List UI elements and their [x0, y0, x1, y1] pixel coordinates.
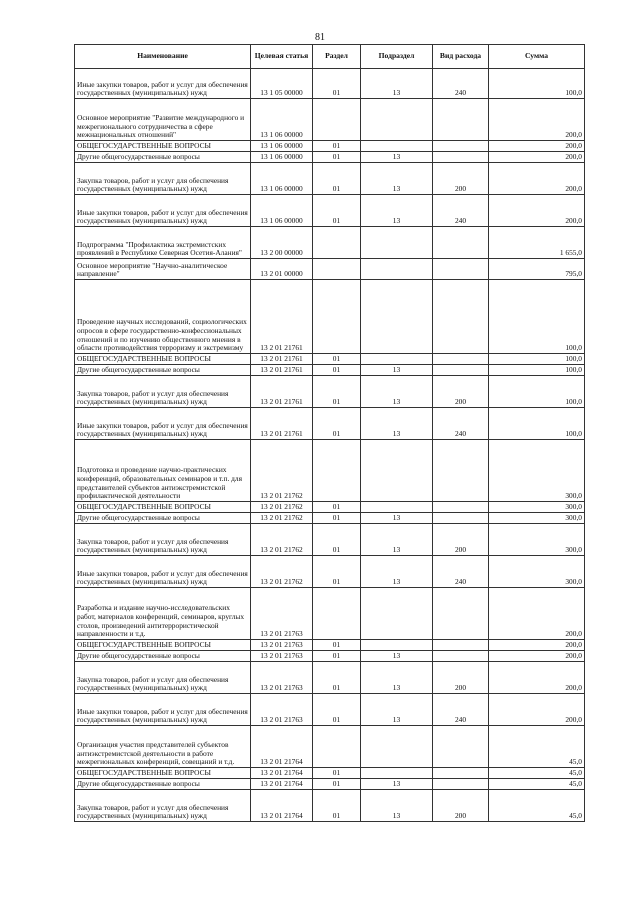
row-amount: 45,0 [489, 768, 585, 779]
table-row [75, 768, 585, 779]
row-name: ОБЩЕГОСУДАРСТВЕННЫЕ ВОПРОСЫ [75, 640, 251, 651]
row-section: 01 [313, 694, 361, 726]
row-subsection: 13 [361, 513, 433, 524]
row-name: Иные закупки товаров, работ и услуг для обеспечения государственных (муниципальных) нужд [75, 556, 251, 588]
row-subsection [361, 726, 433, 768]
header-subsection: Подраздел [361, 45, 433, 69]
row-expense-type: 200 [433, 163, 489, 195]
row-expense-type: 200 [433, 376, 489, 408]
row-target-article: 13 2 01 21762 [251, 524, 313, 556]
row-target-article: 13 2 01 21764 [251, 726, 313, 768]
row-subsection: 13 [361, 556, 433, 588]
row-section [313, 440, 361, 502]
row-section: 01 [313, 195, 361, 227]
row-section: 01 [313, 69, 361, 99]
row-subsection: 13 [361, 790, 433, 822]
row-subsection: 13 [361, 376, 433, 408]
row-target-article: 13 2 01 21762 [251, 556, 313, 588]
table-header-row [75, 45, 585, 69]
row-section: 01 [313, 768, 361, 779]
row-name: Проведение научных исследований, социологических опросов в сфере государственно-конфессиональных отношений и по изучению общественного мнения в области противодействия терроризму и экстремизму [75, 280, 251, 354]
row-expense-type: 240 [433, 69, 489, 99]
table-row [75, 408, 585, 440]
row-amount: 45,0 [489, 790, 585, 822]
header-section: Раздел [313, 45, 361, 69]
row-target-article: 13 1 06 00000 [251, 163, 313, 195]
table-row [75, 640, 585, 651]
row-subsection: 13 [361, 152, 433, 163]
row-expense-type [433, 259, 489, 280]
table-body [75, 69, 585, 822]
row-name: Другие общегосударственные вопросы [75, 152, 251, 163]
row-amount: 100,0 [489, 365, 585, 376]
row-target-article: 13 2 01 21762 [251, 440, 313, 502]
table-row [75, 502, 585, 513]
row-amount: 200,0 [489, 99, 585, 141]
table-row [75, 726, 585, 768]
row-name: Основное мероприятие "Развитие международного и межрегионального сотрудничества в сфере межнациональных отношений" [75, 99, 251, 141]
table-row [75, 440, 585, 502]
row-expense-type [433, 768, 489, 779]
budget-table [74, 44, 585, 822]
row-amount: 100,0 [489, 354, 585, 365]
row-amount: 45,0 [489, 726, 585, 768]
table-row [75, 280, 585, 354]
row-target-article: 13 2 01 21763 [251, 640, 313, 651]
row-target-article: 13 2 00 00000 [251, 227, 313, 259]
row-expense-type [433, 588, 489, 640]
row-target-article: 13 2 01 21763 [251, 694, 313, 726]
row-section: 01 [313, 502, 361, 513]
row-amount: 200,0 [489, 141, 585, 152]
row-expense-type: 200 [433, 790, 489, 822]
row-name: Подготовка и проведение научно-практических конференций, образовательных семинаров и т.п. для представителей субъектов антиэкстремистской профилактической деятельности [75, 440, 251, 502]
row-subsection [361, 640, 433, 651]
row-target-article: 13 1 06 00000 [251, 141, 313, 152]
row-amount: 200,0 [489, 588, 585, 640]
row-target-article: 13 2 01 21764 [251, 779, 313, 790]
row-name: ОБЩЕГОСУДАРСТВЕННЫЕ ВОПРОСЫ [75, 768, 251, 779]
table-row [75, 69, 585, 99]
header-amount: Сумма [489, 45, 585, 69]
row-name: Закупка товаров, работ и услуг для обеспечения государственных (муниципальных) нужд [75, 790, 251, 822]
row-amount: 300,0 [489, 440, 585, 502]
table-row [75, 365, 585, 376]
row-subsection [361, 502, 433, 513]
row-name: Закупка товаров, работ и услуг для обеспечения государственных (муниципальных) нужд [75, 163, 251, 195]
row-target-article: 13 2 01 21761 [251, 280, 313, 354]
row-name: Иные закупки товаров, работ и услуг для обеспечения государственных (муниципальных) нужд [75, 195, 251, 227]
row-section: 01 [313, 152, 361, 163]
row-amount: 795,0 [489, 259, 585, 280]
row-amount: 200,0 [489, 694, 585, 726]
row-expense-type [433, 779, 489, 790]
table-row [75, 513, 585, 524]
row-expense-type: 240 [433, 694, 489, 726]
row-amount: 300,0 [489, 502, 585, 513]
row-amount: 100,0 [489, 69, 585, 99]
row-amount: 100,0 [489, 280, 585, 354]
row-expense-type [433, 726, 489, 768]
row-section: 01 [313, 524, 361, 556]
table-row [75, 651, 585, 662]
row-name: Иные закупки товаров, работ и услуг для обеспечения государственных (муниципальных) нужд [75, 694, 251, 726]
table-row [75, 779, 585, 790]
row-name: Закупка товаров, работ и услуг для обеспечения государственных (муниципальных) нужд [75, 662, 251, 694]
row-subsection [361, 588, 433, 640]
row-target-article: 13 2 01 21761 [251, 408, 313, 440]
row-target-article: 13 1 06 00000 [251, 99, 313, 141]
row-subsection: 13 [361, 163, 433, 195]
row-expense-type [433, 141, 489, 152]
row-subsection [361, 141, 433, 152]
row-section [313, 259, 361, 280]
row-subsection: 13 [361, 524, 433, 556]
row-name: Организация участия представителей субъектов антиэкстремистской деятельности в работе межрегиональных конференций, совещаний и т.д. [75, 726, 251, 768]
row-amount: 200,0 [489, 163, 585, 195]
table-row [75, 195, 585, 227]
row-subsection [361, 280, 433, 354]
table-row [75, 354, 585, 365]
table-row [75, 694, 585, 726]
row-name: ОБЩЕГОСУДАРСТВЕННЫЕ ВОПРОСЫ [75, 502, 251, 513]
row-amount: 200,0 [489, 152, 585, 163]
row-name: Закупка товаров, работ и услуг для обеспечения государственных (муниципальных) нужд [75, 376, 251, 408]
row-expense-type: 200 [433, 662, 489, 694]
table-row [75, 790, 585, 822]
row-name: Другие общегосударственные вопросы [75, 651, 251, 662]
row-target-article: 13 2 01 21764 [251, 768, 313, 779]
row-section: 01 [313, 556, 361, 588]
row-target-article: 13 2 01 21763 [251, 588, 313, 640]
row-section: 01 [313, 651, 361, 662]
row-amount: 45,0 [489, 779, 585, 790]
row-expense-type [433, 280, 489, 354]
row-section [313, 227, 361, 259]
row-amount: 200,0 [489, 195, 585, 227]
row-amount: 200,0 [489, 662, 585, 694]
table-row [75, 99, 585, 141]
row-name: Закупка товаров, работ и услуг для обеспечения государственных (муниципальных) нужд [75, 524, 251, 556]
row-subsection [361, 227, 433, 259]
row-target-article: 13 1 06 00000 [251, 152, 313, 163]
row-name: Другие общегосударственные вопросы [75, 779, 251, 790]
row-amount: 200,0 [489, 651, 585, 662]
row-expense-type [433, 513, 489, 524]
row-target-article: 13 2 01 00000 [251, 259, 313, 280]
row-section: 01 [313, 408, 361, 440]
row-subsection: 13 [361, 651, 433, 662]
row-name: Иные закупки товаров, работ и услуг для обеспечения государственных (муниципальных) нужд [75, 69, 251, 99]
row-expense-type [433, 640, 489, 651]
row-section: 01 [313, 354, 361, 365]
row-target-article: 13 2 01 21761 [251, 354, 313, 365]
row-name: ОБЩЕГОСУДАРСТВЕННЫЕ ВОПРОСЫ [75, 141, 251, 152]
row-expense-type [433, 99, 489, 141]
row-target-article: 13 2 01 21762 [251, 502, 313, 513]
row-subsection: 13 [361, 662, 433, 694]
row-target-article: 13 2 01 21763 [251, 662, 313, 694]
row-subsection [361, 768, 433, 779]
row-section: 01 [313, 163, 361, 195]
row-name: Разработка и издание научно-исследовательских работ, материалов конференций, семинаров, круглых столов, произведений антитеррористической направленности и т.д. [75, 588, 251, 640]
row-amount: 100,0 [489, 408, 585, 440]
row-subsection: 13 [361, 365, 433, 376]
row-section [313, 726, 361, 768]
row-expense-type [433, 365, 489, 376]
row-amount: 1 655,0 [489, 227, 585, 259]
table-row [75, 588, 585, 640]
row-name: Другие общегосударственные вопросы [75, 513, 251, 524]
row-name: Основное мероприятие "Научно-аналитическое направление" [75, 259, 251, 280]
row-expense-type [433, 502, 489, 513]
row-section [313, 588, 361, 640]
row-amount: 300,0 [489, 524, 585, 556]
row-expense-type [433, 152, 489, 163]
page-number: 81 [315, 32, 325, 43]
table-row [75, 163, 585, 195]
row-section: 01 [313, 141, 361, 152]
row-amount: 300,0 [489, 556, 585, 588]
table-row [75, 152, 585, 163]
row-target-article: 13 2 01 21761 [251, 365, 313, 376]
header-target-article: Целевая статья [251, 45, 313, 69]
row-name: Иные закупки товаров, работ и услуг для обеспечения государственных (муниципальных) нужд [75, 408, 251, 440]
row-section: 01 [313, 376, 361, 408]
row-target-article: 13 1 05 00000 [251, 69, 313, 99]
row-section: 01 [313, 790, 361, 822]
row-expense-type [433, 227, 489, 259]
row-target-article: 13 2 01 21762 [251, 513, 313, 524]
row-target-article: 13 1 06 00000 [251, 195, 313, 227]
header-name: Наименование [75, 45, 251, 69]
table-row [75, 662, 585, 694]
row-expense-type [433, 354, 489, 365]
row-amount: 100,0 [489, 376, 585, 408]
row-target-article: 13 2 01 21761 [251, 376, 313, 408]
table-row [75, 227, 585, 259]
row-expense-type: 240 [433, 556, 489, 588]
header-expense-type: Вид расхода [433, 45, 489, 69]
row-amount: 200,0 [489, 640, 585, 651]
row-expense-type [433, 651, 489, 662]
row-subsection [361, 354, 433, 365]
row-name: Другие общегосударственные вопросы [75, 365, 251, 376]
row-name: ОБЩЕГОСУДАРСТВЕННЫЕ ВОПРОСЫ [75, 354, 251, 365]
row-section: 01 [313, 779, 361, 790]
row-expense-type: 240 [433, 195, 489, 227]
row-subsection: 13 [361, 694, 433, 726]
row-name: Подпрограмма "Профилактика экстремистских проявлений в Республике Северная Осетия-Алания" [75, 227, 251, 259]
table-row [75, 376, 585, 408]
row-target-article: 13 2 01 21763 [251, 651, 313, 662]
table-row [75, 259, 585, 280]
row-section [313, 280, 361, 354]
row-amount: 300,0 [489, 513, 585, 524]
row-expense-type: 200 [433, 524, 489, 556]
row-section: 01 [313, 640, 361, 651]
table-row [75, 141, 585, 152]
row-expense-type [433, 440, 489, 502]
row-section: 01 [313, 662, 361, 694]
row-subsection: 13 [361, 69, 433, 99]
row-target-article: 13 2 01 21764 [251, 790, 313, 822]
row-subsection [361, 440, 433, 502]
row-subsection [361, 259, 433, 280]
row-expense-type: 240 [433, 408, 489, 440]
table-row [75, 524, 585, 556]
table-row [75, 556, 585, 588]
row-subsection [361, 99, 433, 141]
row-subsection: 13 [361, 779, 433, 790]
row-section [313, 99, 361, 141]
row-subsection: 13 [361, 408, 433, 440]
row-subsection: 13 [361, 195, 433, 227]
row-section: 01 [313, 513, 361, 524]
row-section: 01 [313, 365, 361, 376]
